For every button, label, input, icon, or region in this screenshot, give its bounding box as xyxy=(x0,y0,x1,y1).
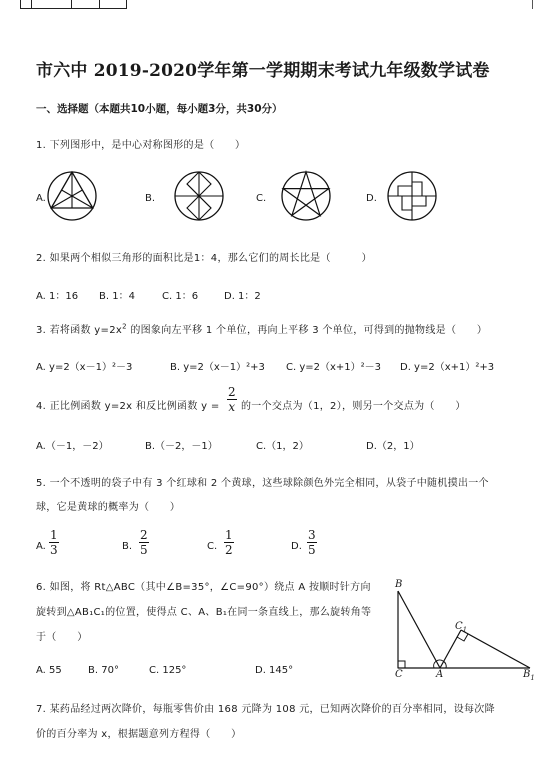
fraction-numerator: 1 xyxy=(225,528,233,542)
q5-option-b-fraction xyxy=(139,528,149,557)
header-table xyxy=(20,0,127,9)
q3-text-b: 的图象向左平移 1 个单位，再向上平移 3 个单位，可得到的抛物线是（ ） xyxy=(126,325,488,336)
question-5-line-2: 球，它是黄球的概率为（ ） xyxy=(36,502,181,513)
q2-option-c: C. 1：6 xyxy=(162,291,199,302)
q4-option-b: B.（－2，－1） xyxy=(145,441,218,452)
q1-option-c-label: C. xyxy=(256,193,267,204)
q5-option-d-label: D. xyxy=(291,541,302,552)
header-table-cell xyxy=(71,0,100,8)
q5-option-d-fraction xyxy=(307,528,317,557)
q2-option-a: A. 1：16 xyxy=(36,291,79,302)
q5-option-b-label: B. xyxy=(122,541,133,552)
question-7-line-1: 7. 某药品经过两次降价，每瓶零售价由 168 元降为 108 元，已知两次降价的百分率相同，设每次降 xyxy=(36,704,495,715)
q4-option-a: A.（－1，－2） xyxy=(36,441,109,452)
q3-option-a: A. y=2（x－1）²－3 xyxy=(36,362,133,373)
circle-pinwheel-icon xyxy=(386,170,438,222)
figure-label-c1 xyxy=(455,621,467,634)
q4-fraction-denominator: x xyxy=(228,400,236,414)
fraction-denominator: 5 xyxy=(308,543,316,557)
question-6-line-1: 6. 如图，将 Rt△ABC（其中∠B=35°，∠C=90°）绕点 A 按顺时针方向 xyxy=(36,582,371,593)
q4-option-c: C.（1，2） xyxy=(256,441,309,452)
q4-fraction-numerator: 2 xyxy=(228,385,236,399)
question-2-text: 2. 如果两个相似三角形的面积比是1：4，那么它们的周长比是（ ） xyxy=(36,253,372,264)
question-3-text xyxy=(36,321,487,336)
figure-label-c: C xyxy=(395,669,403,680)
circle-star-icon xyxy=(280,170,332,222)
page-title: 市六中 2019-2020学年第一学期期末考试九年级数学试卷 xyxy=(36,61,490,81)
question-6-line-2: 旋转到△AB₁C₁的位置，使得点 C、A、B₁在同一条直线上，那么旋转角等 xyxy=(36,607,372,618)
q4-text-a: 4. 正比例函数 y=2x 和反比例函数 y = xyxy=(36,401,220,412)
figure-label-b1-main: B xyxy=(523,669,531,680)
question-5-line-1: 5. 一个不透明的袋子中有 3 个红球和 2 个黄球，这些球除颜色外完全相同，从袋子中随机摸出一个 xyxy=(36,478,489,489)
circle-zigzag-icon xyxy=(173,170,225,222)
q2-option-d: D. 1：2 xyxy=(224,291,261,302)
q6-option-d: D. 145° xyxy=(255,665,294,676)
q1-option-d-label: D. xyxy=(366,193,377,204)
fraction-numerator: 1 xyxy=(50,528,58,542)
figure-label-b: B xyxy=(395,579,403,590)
header-divider xyxy=(532,0,533,9)
fraction-denominator: 3 xyxy=(50,543,58,557)
q4-option-d: D.（2，1） xyxy=(366,441,420,452)
q5-option-c-fraction xyxy=(224,528,234,557)
figure-label-a: A xyxy=(436,669,444,680)
q3-option-c: C. y=2（x+1）²－3 xyxy=(286,362,382,373)
q5-option-a-label: A. xyxy=(36,541,46,552)
figure-label-b1-sub: 1 xyxy=(530,674,535,682)
question-6-line-3: 于（ ） xyxy=(36,632,88,643)
figure-label-b1 xyxy=(523,669,535,682)
q4-fraction xyxy=(227,385,237,414)
fraction-numerator: 2 xyxy=(140,528,148,542)
q3-option-b: B. y=2（x－1）²+3 xyxy=(170,362,265,373)
fraction-denominator: 5 xyxy=(140,543,148,557)
q3-exponent: 2 xyxy=(122,322,127,331)
q4-text-b: 的一个交点为（1，2），则另一个交点为（ ） xyxy=(241,401,466,412)
question-1-text: 1. 下列图形中，是中心对称图形的是（ ） xyxy=(36,140,246,151)
figure-label-c1-main: C xyxy=(455,621,463,632)
q5-option-c-label: C. xyxy=(207,541,218,552)
header-table-cell xyxy=(31,0,72,8)
q6-option-a: A. 55 xyxy=(36,665,62,676)
q2-option-b: B. 1：4 xyxy=(99,291,135,302)
question-7-line-2: 价的百分率为 x，根据题意列方程得（ ） xyxy=(36,729,242,740)
q5-option-a-fraction xyxy=(49,528,59,557)
q6-option-b: B. 70° xyxy=(88,665,119,676)
q1-option-a-label: A. xyxy=(36,193,46,204)
q3-text-a: 3. 若将函数 y=2x xyxy=(36,325,123,336)
fraction-numerator: 3 xyxy=(308,528,316,542)
circle-triangle-icon xyxy=(46,170,98,222)
q1-option-b-label: B. xyxy=(145,193,156,204)
fraction-denominator: 2 xyxy=(225,543,233,557)
q3-option-d: D. y=2（x+1）²+3 xyxy=(400,362,495,373)
figure-label-c1-sub: 1 xyxy=(462,626,468,634)
q6-option-c: C. 125° xyxy=(149,665,187,676)
section-heading: 一、选择题（本题共10小题，每小题3分，共30分） xyxy=(36,103,283,115)
